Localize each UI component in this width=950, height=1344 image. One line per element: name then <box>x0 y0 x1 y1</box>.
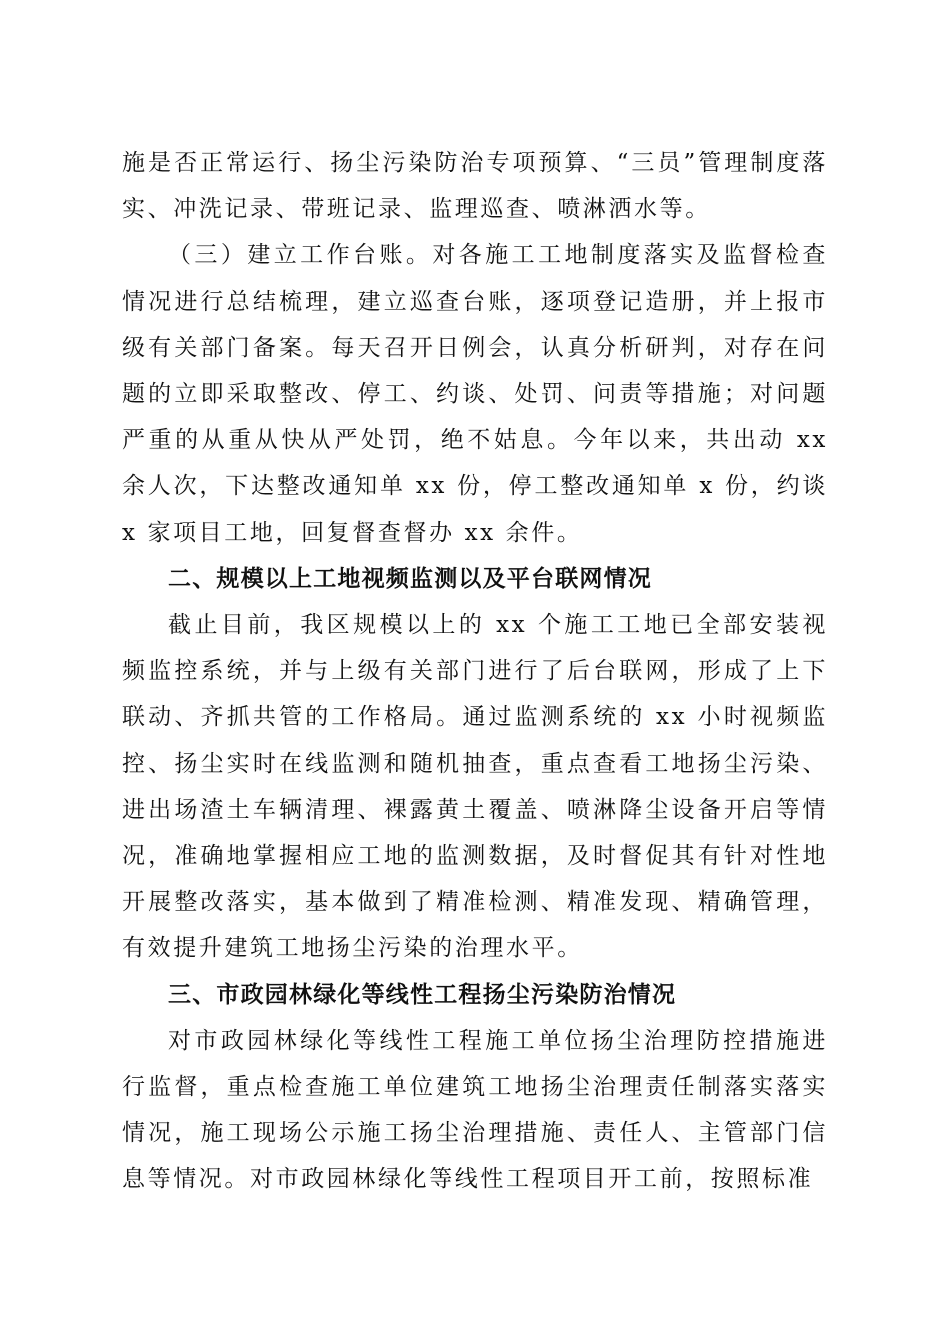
paragraph-video-monitoring: 截止目前，我区规模以上的 xx 个施工工地已全部安装视频监控系统，并与上级有关部门进行了后台联网，形成了上下联动、齐抓共管的工作格局。通过监测系统的 xx 小时视频监控、扬尘实时在线监测和随机抽查，重点查看工地扬尘污染、进出场渣土车辆清理、裸露黄土覆盖、喷淋降尘设备开启等情况，准确地掌握相应工地的监测数据，及时督促其有针对性地开展整改落实，基本做到了精准检测、精准发现、精确管理，有效提升建筑工地扬尘污染的治理水平。 <box>122 612 828 962</box>
section-heading-video-monitoring: 二、规模以上工地视频监测以及平台联网情况 <box>168 565 652 592</box>
paragraph-work-ledger: （三）建立工作台账。对各施工工地制度落实及监督检查情况进行总结梳理，建立巡查台账，逐项登记造册，并上报市级有关部门备案。每天召开日例会，认真分析研判，对存在问题的立即采取整改、停工、约谈、处罚、问责等措施；对问题严重的从重从快从严处罚，绝不姑息。今年以来，共出动 xx 余人次，下达整改通知单 xx 份，停工整改通知单 x 份，约谈 x 家项目工地，回复督查督办 xx 余件。 <box>122 242 828 546</box>
document-page <box>122 140 828 1203</box>
paragraph-continued: 施是否正常运行、扬尘污染防治专项预算、“三员”管理制度落实、冲洗记录、带班记录、监理巡查、喷淋洒水等。 <box>122 150 828 223</box>
section-heading-linear-projects: 三、市政园林绿化等线性工程扬尘污染防治情况 <box>168 981 677 1008</box>
paragraph-linear-projects: 对市政园林绿化等线性工程施工单位扬尘治理防控措施进行监督，重点检查施工单位建筑工地扬尘治理责任制落实落实情况，施工现场公示施工扬尘治理措施、责任人、主管部门信息等情况。对市政园林绿化等线性工程项目开工前，按照标准 <box>122 1027 828 1193</box>
